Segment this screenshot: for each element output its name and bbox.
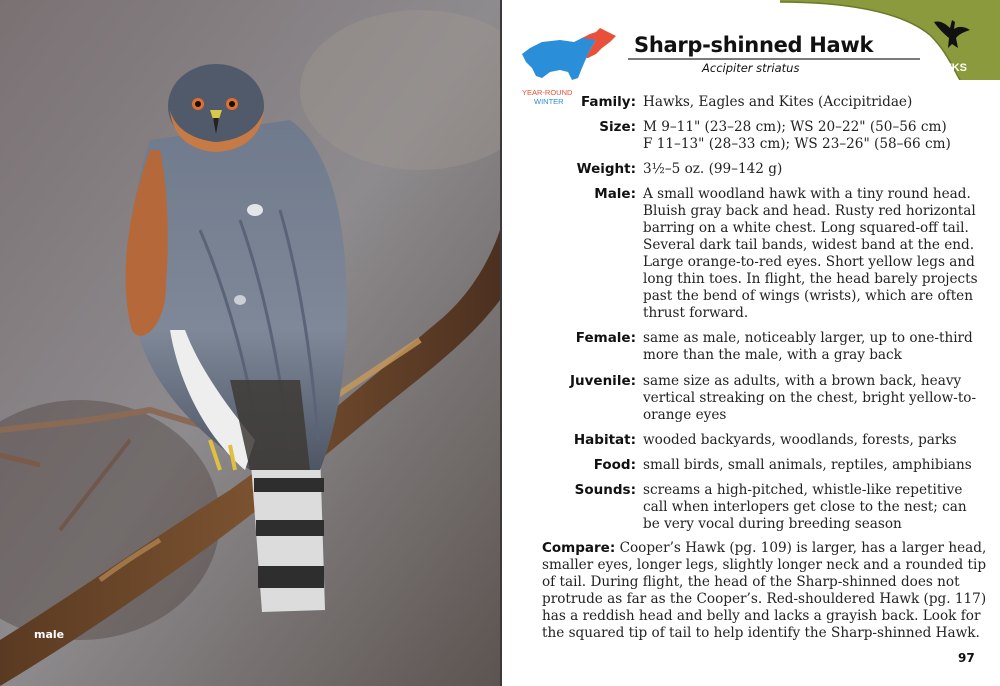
female-line: same as male, noticeably larger, up to one-third [643, 330, 973, 346]
entry-sounds [510, 482, 967, 533]
section-tab: HAWKS [926, 62, 967, 74]
male-line: A small woodland hawk with a tiny round head. [643, 186, 971, 202]
sounds-line: screams a high-pitched, whistle-like repetitive [643, 482, 963, 498]
entry-weight [510, 161, 960, 178]
compare-label: Compare: [542, 540, 616, 556]
female-label: Female: [575, 330, 636, 346]
compare-line: has a reddish head and belly and lacks a grayish back. Look for [542, 608, 981, 624]
male-line: Several dark tail bands, widest band at the end. [643, 237, 975, 253]
male-line: long thin toes. In flight, the head barely projects [643, 271, 978, 287]
photo-caption: male [34, 628, 65, 641]
sounds-label: Sounds: [574, 482, 636, 498]
size-line: M 9–11" (23–28 cm); WS 20–22" (50–56 cm) [643, 119, 947, 135]
compare-line: the squared tip of tail to help identify the Sharp-shinned Hawk. [542, 625, 980, 641]
bird-name-title: Sharp-shinned Hawk [634, 33, 874, 57]
male-line: Bluish gray back and head. Rusty red horizontal [643, 203, 976, 219]
male-value [643, 186, 978, 322]
scientific-name: Accipiter striatus [702, 61, 800, 75]
sounds-line: be very vocal during breeding season [643, 516, 902, 532]
habitat-line: wooded backyards, woodlands, forests, parks [643, 432, 957, 448]
entry-size [510, 119, 960, 153]
entry-male [510, 186, 978, 322]
entry-family [510, 94, 960, 111]
male-label: Male: [594, 186, 636, 202]
food-value [643, 457, 972, 474]
male-line: Large orange-to-red eyes. Short yellow legs and [643, 254, 975, 270]
sounds-line: call when interlopers get close to the nest; can [643, 499, 967, 515]
family-value [643, 94, 965, 111]
juvenile-line: same size as adults, with a brown back, heavy [643, 373, 962, 389]
sounds-value [643, 482, 965, 533]
entry-female [510, 330, 973, 364]
compare-line: of tail. During flight, the head of the Sharp-shinned does not [542, 574, 960, 590]
food-label: Food: [593, 457, 636, 473]
hawk-silhouette-icon [932, 12, 972, 52]
compare-line: protrude as far as the Cooper’s. Red-shouldered Hawk (pg. 117) [542, 591, 987, 607]
weight-line: 3½–5 oz. (99–142 g) [643, 161, 783, 177]
female-line: more than the male, with a gray back [643, 347, 902, 363]
juvenile-label: Juvenile: [569, 373, 636, 389]
juvenile-line: vertical streaking on the chest, bright yellow-to- [643, 390, 977, 406]
title-underline [628, 58, 920, 60]
entry-food [510, 457, 972, 474]
compare-line: smaller eyes, longer legs, slightly longer neck and a rounded tip [542, 557, 987, 573]
weight-label: Weight: [576, 161, 636, 177]
range-map [520, 28, 622, 84]
compare-paragraph [542, 540, 987, 642]
page-gutter [500, 0, 502, 686]
entry-juvenile [510, 373, 977, 424]
size-value [643, 119, 965, 153]
compare-line [542, 540, 987, 557]
compare-text: Cooper’s Hawk (pg. 109) is larger, has a larger head, [615, 540, 987, 556]
male-line: past the bend of wings (wrists), which are often [643, 288, 973, 304]
female-value [643, 330, 973, 364]
male-line: thrust forward. [643, 305, 749, 321]
food-line: small birds, small animals, reptiles, amphibians [643, 457, 972, 473]
habitat-value [643, 432, 965, 449]
page-number: 97 [958, 651, 975, 665]
family-line: Hawks, Eagles and Kites (Accipitridae) [643, 94, 913, 110]
size-line: F 11–13" (28–33 cm); WS 23–26" (58–66 cm) [643, 136, 951, 152]
legend-year-round: YEAR-ROUND [522, 88, 573, 97]
habitat-label: Habitat: [573, 432, 636, 448]
legend-winter: WINTER [534, 97, 564, 106]
entry-habitat [510, 432, 960, 449]
juvenile-line: orange eyes [643, 407, 727, 423]
family-label: Family: [580, 94, 636, 110]
weight-value [643, 161, 965, 178]
male-line: barring on a white chest. Long squared-off tail. [643, 220, 969, 236]
juvenile-value [643, 373, 977, 424]
size-label: Size: [599, 119, 636, 135]
